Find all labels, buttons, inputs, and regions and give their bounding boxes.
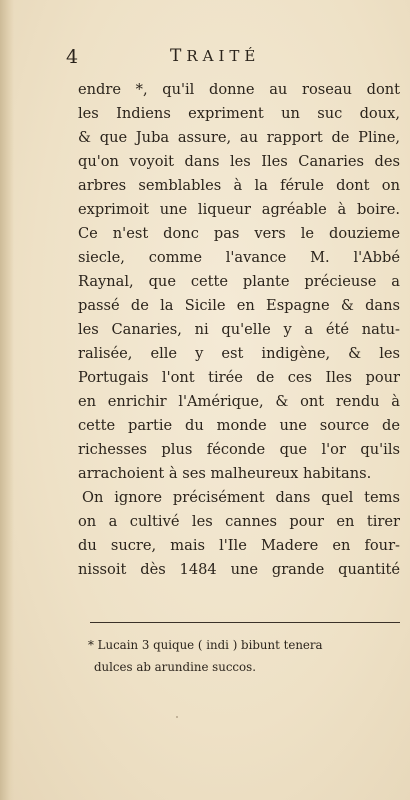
text-line: Ce n'est donc pas vers le douzieme: [78, 225, 400, 242]
page-gutter-shadow: [0, 0, 14, 800]
text-line: passé de la Sicile en Espagne & dans: [78, 297, 400, 314]
text-line: les Indiens expriment un suc doux,: [78, 105, 400, 122]
text-line: ralisée, elle y est indigène, & les: [78, 345, 400, 362]
text-line: exprimoit une liqueur agréable à boire.: [78, 201, 400, 218]
body-text: [78, 78, 400, 582]
footnote: [88, 634, 402, 678]
page-number: 4: [66, 46, 79, 68]
text-line: on a cultivé les cannes pour en tirer: [78, 513, 400, 530]
text-line: arrachoient à ses malheureux habitans.: [78, 465, 372, 482]
text-line: & que Juba assure, au rapport de Pline,: [78, 129, 400, 146]
text-line: endre *, qu'il donne au roseau dont: [78, 81, 400, 98]
text-line: arbres semblables à la férule dont on: [78, 177, 400, 194]
text-line: les Canaries, ni qu'elle y a été natu-: [78, 321, 400, 338]
text-line: nissoit dès 1484 une grande quantité: [78, 561, 400, 578]
text-line: du sucre, mais l'Ile Madere en four-: [78, 537, 400, 554]
running-title-initial: T: [170, 46, 187, 66]
text-line: cette partie du monde une source de: [78, 417, 400, 434]
text-line: Raynal, que cette plante précieuse a: [78, 273, 400, 290]
text-line: On ignore précisément dans quel tems: [82, 489, 400, 506]
text-line: Portugais l'ont tirée de ces Iles pour: [78, 369, 400, 386]
text-line: richesses plus féconde que l'or qu'ils: [78, 441, 400, 458]
text-line: qu'on voyoit dans les Iles Canaries des: [78, 153, 400, 170]
footnote-rule: [90, 622, 400, 623]
text-line: siecle, comme l'avance M. l'Abbé: [78, 249, 400, 266]
footnote-line: dulces ab arundine succos.: [94, 660, 256, 674]
footnote-line: * Lucain 3 quique ( indi ) bibunt tenera: [88, 638, 323, 652]
running-title-rest: RAITÉ: [186, 47, 261, 65]
paper-speck: [176, 716, 178, 718]
running-title: [170, 46, 260, 66]
text-line: en enrichir l'Amérique, & ont rendu à: [78, 393, 400, 410]
